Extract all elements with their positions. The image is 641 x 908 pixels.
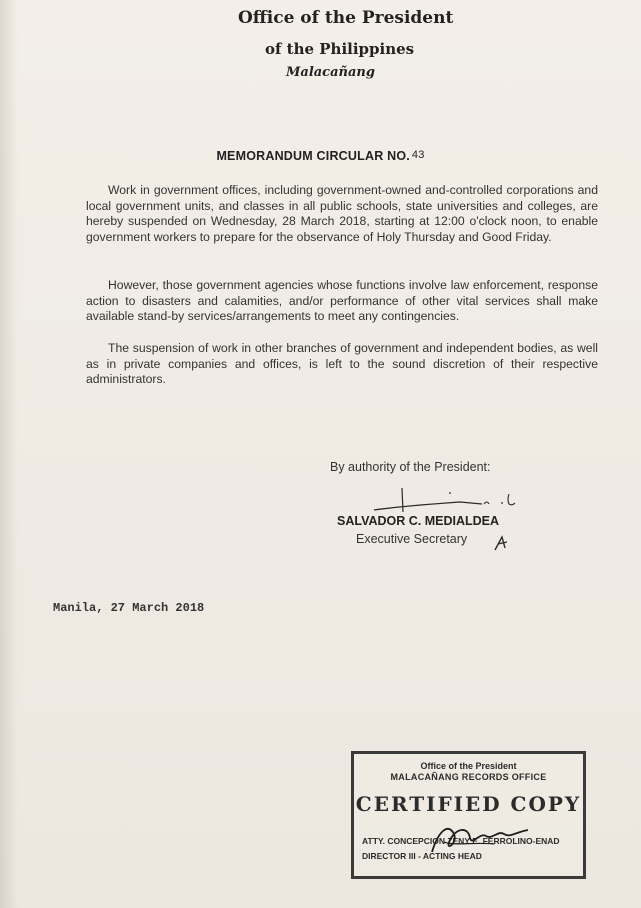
signer-name: SALVADOR C. MEDIALDEA (337, 514, 500, 528)
letterhead-place: Malacañang (286, 65, 375, 80)
memo-number: 43 (411, 149, 425, 161)
memo-title-text: MEMORANDUM CIRCULAR NO. (216, 149, 410, 163)
paragraph-3: The suspension of work in other branches of government and independent bodies, as well as in private companies and offices, is left to the sound discretion of their respective administrators. (86, 341, 598, 387)
stamp-position: DIRECTOR III - ACTING HEAD (362, 851, 482, 861)
page-shadow (0, 0, 18, 908)
authority-line: By authority of the President: (330, 460, 491, 474)
initial-mark (492, 534, 514, 552)
signer-title: Executive Secretary (356, 532, 468, 546)
letterhead-office: Office of the President (238, 8, 454, 28)
paragraph-2: However, those government agencies whose functions involve law enforcement, response action to disasters and calamities, and/or performance of other vital services shall make available stand-by services/arrangements to meet any contingencies. (86, 278, 598, 324)
place-date: Manila, 27 March 2018 (53, 601, 205, 615)
stamp-office: Office of the President (420, 761, 517, 771)
certified-copy-stamp (351, 751, 586, 879)
stamp-certified-copy: CERTIFIED COPY (355, 792, 582, 816)
stamp-signature (424, 812, 534, 862)
stamp-attorney: ATTY. CONCEPCION ZENY E. FERROLINO-ENAD (362, 836, 560, 846)
letterhead-country: of the Philippines (265, 40, 415, 58)
paragraph-1: Work in government offices, including government-owned and-controlled corporations and local government units, and classes in all public schools, state universities and colleges, are hereby suspended on Wednesday, 28 March 2018, starting at 12:00 o'clock noon, to enable government workers to prepare for the observance of Holy Thursday and Good Friday. (86, 183, 598, 244)
stamp-records-office: MALACAÑANG RECORDS OFFICE (390, 772, 547, 782)
memo-title (0, 149, 641, 163)
